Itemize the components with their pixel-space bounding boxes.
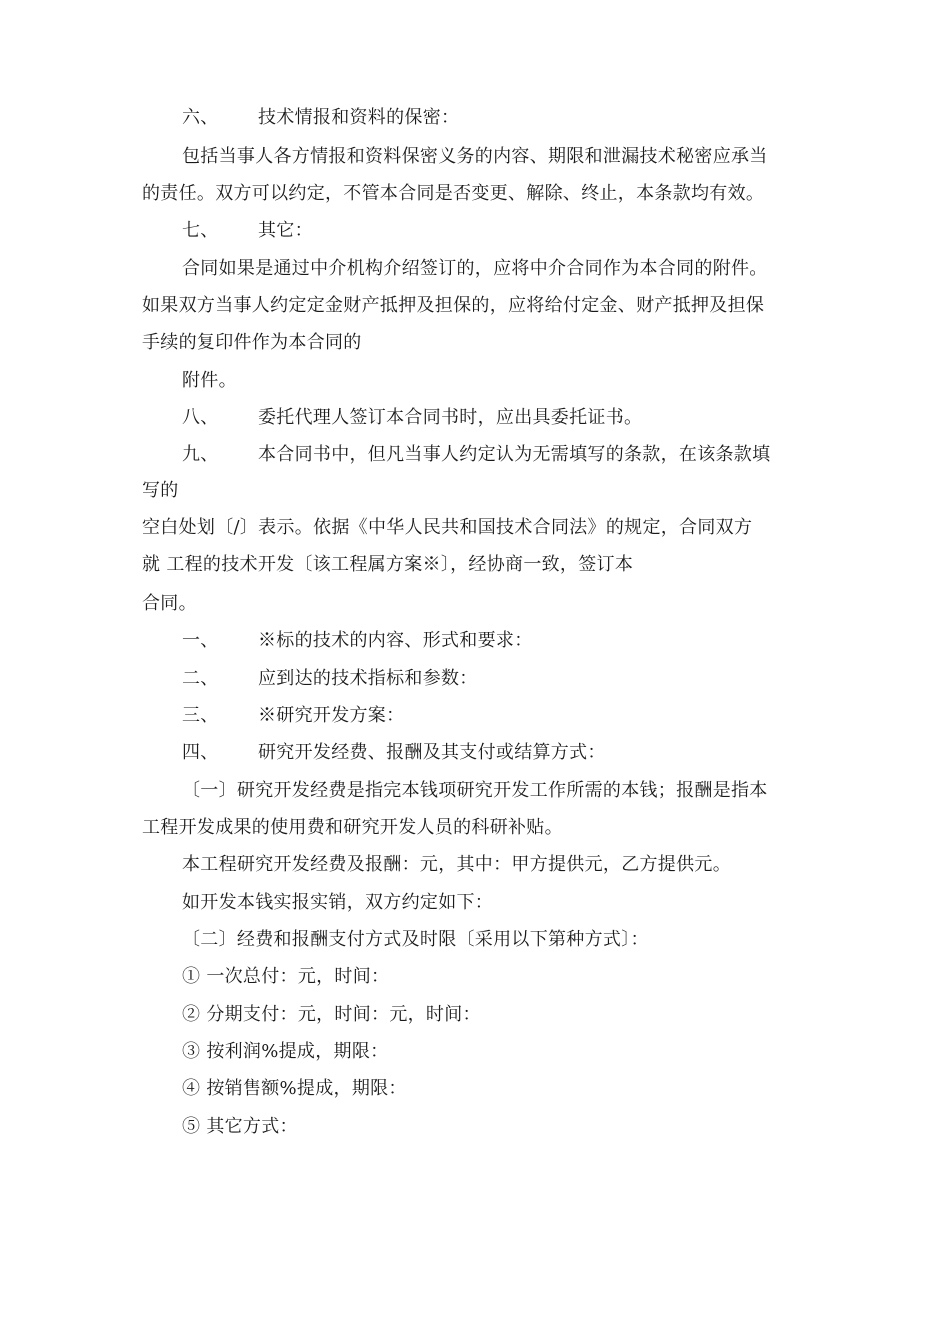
section-heading-9: [182, 443, 770, 467]
section-number: 七、: [182, 220, 219, 241]
article-title: 研究开发经费、报酬及其支付或结算方式：: [258, 742, 606, 763]
article-title: ※标的技术的内容、形式和要求：: [258, 630, 533, 651]
paragraph-line: 合同。: [142, 593, 197, 614]
article-heading-4: [182, 741, 606, 765]
paragraph-line: 合同如果是通过中介机构介绍签订的，应将中介合同作为本合同的附件。: [182, 258, 768, 279]
section-title: 委托代理人签订本合同书时，应出具委托证书。: [258, 407, 643, 428]
section-title: 技术情报和资料的保密：: [258, 107, 460, 128]
payment-option: ① 一次总付：元，时间：: [182, 966, 390, 987]
paragraph-line: 本工程研究开发经费及报酬：元，其中：甲方提供元，乙方提供元。: [182, 854, 731, 875]
article-number: 一、: [182, 630, 219, 651]
section-title: 本合同书中，但凡当事人约定认为无需填写的条款，在该条款填: [258, 444, 771, 465]
article-heading-1: [182, 629, 533, 653]
article-title: ※研究开发方案：: [258, 705, 405, 726]
paragraph-line: 包括当事人各方情报和资料保密义务的内容、期限和泄漏技术秘密应承当: [182, 146, 768, 167]
paragraph-line: 如开发本钱实报实销，双方约定如下：: [182, 892, 494, 913]
paragraph-line: 附件。: [182, 370, 237, 391]
payment-option: ③ 按利润%提成，期限：: [182, 1041, 389, 1062]
paragraph-line: 〔一〕研究开发经费是指完本钱项研究开发工作所需的本钱；报酬是指本: [182, 780, 768, 801]
section-number: 六、: [182, 107, 219, 128]
section-number: 九、: [182, 444, 219, 465]
paragraph-line: 手续的复印件作为本合同的: [142, 332, 362, 353]
section-heading-6: [182, 106, 459, 130]
section-number: 八、: [182, 407, 219, 428]
article-title: 应到达的技术指标和参数：: [258, 668, 478, 689]
paragraph-line: 的责任。双方可以约定，不管本合同是否变更、解除、终止，本条款均有效。: [142, 183, 765, 204]
payment-option: ② 分期支付：元，时间：元，时间：: [182, 1004, 481, 1025]
article-heading-2: [182, 667, 478, 691]
section-heading-8: [182, 406, 642, 430]
article-number: 二、: [182, 668, 219, 689]
article-number: 三、: [182, 705, 219, 726]
section-heading-7: [182, 219, 313, 243]
article-heading-3: [182, 704, 404, 728]
section-title: 其它：: [258, 220, 313, 241]
paragraph-line: 〔二〕经费和报酬支付方式及时限〔采用以下第种方式〕：: [182, 929, 649, 950]
payment-option: ④ 按销售额%提成，期限：: [182, 1078, 407, 1099]
paragraph-line: 如果双方当事人约定定金财产抵押及担保的，应将给付定金、财产抵押及担保: [142, 295, 765, 316]
paragraph-line: 就 工程的技术开发〔该工程属方案※〕，经协商一致，签订本: [142, 554, 634, 575]
article-number: 四、: [182, 742, 219, 763]
paragraph-line: 工程开发成果的使用费和研究开发人员的科研补贴。: [142, 817, 563, 838]
payment-option: ⑤ 其它方式：: [182, 1116, 298, 1137]
paragraph-line: 写的: [142, 480, 179, 501]
paragraph-line: 空白处划〔/〕表示。依据《中华人民共和国技术合同法》的规定，合同双方: [142, 517, 753, 538]
